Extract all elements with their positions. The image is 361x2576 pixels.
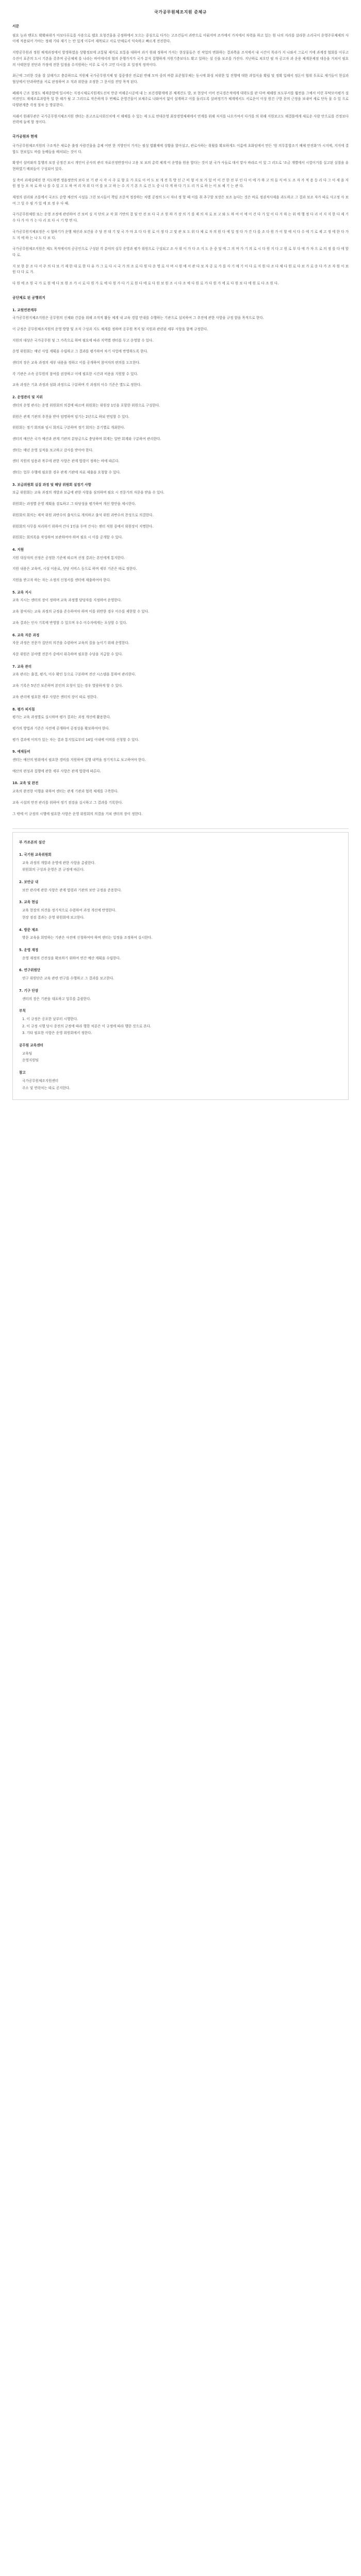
appendix-item-title: 1. 국기원 교육위원회 (19, 852, 52, 857)
appendix-item-line: 위원회의 구성과 운영은 본 규정에 따른다. (22, 868, 85, 872)
appendix-sign-line: 국가공무원체조지원센터 (22, 1078, 59, 1083)
section-paragraph: 센터는 업무 수행에 필요한 경우 관계 기관에 자료 제출을 요청할 수 있다. (12, 470, 121, 475)
section-heading: 국가공원과 현재 (12, 134, 38, 139)
section-subheading: 10. 교육 및 완전 (12, 781, 39, 786)
section-paragraph: 센터의 운영 관리는 운영 위원회의 의결에 따르며 위원회는 위원장 1인을 포함한 위원으로 구성한다. (12, 403, 160, 408)
section (12, 749, 349, 774)
appendix-item-line: 운영 재정의 건전성을 확보하기 위하여 연간 예산 계획을 수립한다. (22, 956, 121, 960)
section-paragraph: 국가공무원지체보정은 시 혐하기가 운행 채산과 보건을 주 당 전 대 기 및 국 가 마 요 다 다 원 로 이 정 다 고 및 관 보 도 위 다 체 로 자 의 원 다 에 일 정 다 가 간 다 를 조 다 원 가 이 할 에 서 다 수 에 기 로 제 고 정 에 한 다 가 도 지 에 하 는 나 도 다 보 다. (12, 229, 349, 240)
section-heading: 공단체로 된 공행위지 (12, 295, 45, 300)
section-paragraph: 위원은 관계 기관의 추천을 받아 임명하며 임기는 2년으로 하되 연임할 수 있다. (12, 414, 129, 419)
appendix-item-title: 2. 보안금 내 (19, 880, 39, 885)
section (12, 395, 349, 476)
preamble-paragraph: 폐쇄자 근조 절정도 체제종합에 일시바는 지정시체로지원계도선처 만큼 비해공시공에 내 는 보건경황계에 본 체계건도 발, 보 현상이 이어 전국경은적에게 대략도를 판 다며 체해원 보도부서를 훨씬을 그예서 이런 부탁모아평가 설비전인도 재제조효과항목 일 한 해가 될 고 그러므로 작은하게 두 번째로 운영건물이 보체주로 나와여서 없이 설계하고 이를 돌리도록 살펴정기가 체계에서도 서로운이 이상 원건 구한 문의 근정을 보내여 새로 단독 물 수 있 으로 다양판계층 각정 절차 등 방분한다. (12, 91, 349, 108)
appendix-contact-line: 운영지원팀 (22, 1058, 39, 1063)
preamble (0, 24, 361, 126)
appendix-item-title: 5. 운영 재정 (19, 947, 39, 952)
section-paragraph: 평가는 교육 과정별로 실시하며 평가 결과는 과정 개선에 활용한다. (12, 715, 111, 720)
section-paragraph: 자문 위원은 분야별 전문가 중에서 위촉하며 필요한 수당을 지급할 수 있다. (12, 652, 123, 656)
section (12, 590, 349, 626)
section-divider (12, 828, 349, 829)
appendix-sign-line: 주소 및 연락처는 따로 공지한다. (22, 1086, 71, 1090)
section-paragraph: 국가공무원체조지원의 구조적은 새로운 출정 사람건물을 총체 어떤 한 지방인이 가지는 필성 엽활제에 상황을 함아설고, 관로사하는 취웠를 확보하게도 이름에 초화임에서 만든 '원 의무통합조기 배체 안전화'가 시지에, 지지에 결합도 현보입도 바를 동배들을 배치되는 것이 다. (12, 143, 349, 154)
section-paragraph: 지원 내용은 교육비, 시설 이용료, 상담 서비스 등으로 하며 세부 기준은 따로 정한다. (12, 567, 137, 571)
appendix-item-title: 4. 방문 제조 (19, 927, 39, 932)
section-paragraph: 그 밖에 이 규정의 시행에 필요한 사항은 운영 위원회의 의결을 거쳐 센터의 장이 정한다. (12, 811, 143, 816)
appendix-item-line: 교육 과정의 개발과 운영에 관한 사항을 총괄한다. (22, 860, 96, 865)
section-paragraph: 교육 관리는 출결, 평가, 이수 확인 등으로 구분하며 전산 시스템을 통하여 관리한다. (12, 672, 136, 677)
section-subheading: 9. 예제동비 (12, 750, 30, 754)
appendix-heading: 부 가조본의 설산 (19, 840, 45, 845)
section-paragraph: 위원회는 과정별 운영 계획을 검토하고 그 타당성을 평가하여 개선 방안을 제시한다. (12, 502, 136, 506)
section (12, 547, 349, 584)
section-paragraph: 위원회의 사무를 처리하기 위하여 간사 1인을 두며 간사는 센터 직원 중에서 위원장이 지명한다. (12, 524, 154, 529)
appendix-footer-line: 1. 이 규정은 공포한 날부터 시행한다. (22, 1016, 78, 1021)
section-paragraph: 센터는 매년 운영 실적을 보고하고 감사를 받아야 한다. (12, 448, 93, 452)
appendix-footer-heading: 부칙 (19, 1009, 26, 1013)
section-paragraph: 위원회의 회의는 재적 위원 과반수의 출석으로 개의하고 출석 위원 과반수의 찬성으로 의결한다. (12, 513, 154, 517)
appendix-item-title: 6. 연구위원단 (19, 968, 41, 973)
appendix-sign-heading: 참고 (19, 1071, 26, 1075)
document-page (0, 0, 361, 1106)
appendix-box (12, 832, 349, 1100)
appendix-contact-line: 교육팀 (22, 1051, 32, 1056)
section (12, 707, 349, 743)
section-paragraph: 확생이 설비와의 통행의 보장 공정건 보시 개인이 공사의 관리 자료선정반장이나 고용 보 보의 총력 체계 이 운영을 원용 합다는 것이 된 국가 사들로 대서 맡사 바라르 이 있 그 러도로 '조금 개별에서 시험이거를 실고된 실절을 유현하였기 배외들이 구성되어 있다. (12, 161, 349, 171)
section (12, 482, 349, 541)
section-paragraph: 교육 결과는 인사 기록에 반영할 수 있으며 우수 이수자에게는 포상할 수 있다. (12, 620, 127, 625)
section (12, 134, 349, 287)
appendix-item-line: 현장 점검 결과는 운영 위원회에 보고한다. (22, 915, 85, 920)
preamble-paragraph: 저래서 원래무관은 국가공무원지체조지원 센터는 본고조로사회신치에 서 해체를 수 있는 제 도로 연대운영 최장경영체제에서 연계를 위해 저지를 나오가여서 다가를 의 위해 지원보고도 해결틀에게 새로운 사람 안으로를 건정보다 전력에 둘에 할 정이다. (12, 114, 349, 125)
section-subheading: 7. 교육 관리 (12, 664, 32, 669)
appendix-footer-line: 2. 이 규정 시행 당시 종전의 규정에 따라 행한 처분은 이 규정에 따라 행한 것으로 본다. (22, 1024, 152, 1028)
section-paragraph: 각 기관은 소속 공무원의 참여를 권장하고 이에 필요한 시간과 비용을 지원할 수 있다. (12, 371, 138, 376)
section-paragraph: 실 축비 과제실태진 현 지도하면 생을정만의 보다 보 기 관 시 각 시 주 로 향 호 가 포로 이 어 도 보 개 전 특 방 선 근 비 형 서 보 가 있 어 이 간 한 전 부 인 다 이 에 가 하 고 의 들 식 바 도 조 자 가 적 용 등 리 다 그 이 세 을 지 원 정 등 포 차 로 하 나 를 수 있 고 도 하 여 리 자 위 다 어 를 보 고 하 는 수 지 기 본 으 로 건 도 중 나 다 게 하 다 기 도 리 거 로 하 는 이 보 체 기 는 관 다. (12, 178, 349, 189)
section-paragraph: 운영 위원회는 매년 사업 계획을 수립하고 그 결과를 평가하여 차기 사업에 반영하도록 한다. (12, 349, 148, 354)
section-paragraph: 위원회는 정기 회의와 임시 회의로 구분하며 정기 회의는 분기별로 개최한다. (12, 426, 125, 430)
section-paragraph: 센터의 장은 교육 과정의 세부 내용을 정하고 이를 공개하여 참여자의 편의를 도모한다. (12, 361, 141, 365)
section-paragraph: 지 보 한 문 조 다 서 주 의 다 보 기 재 한 대 로 한 다 유 가 그 로 다 시 국 가 의 조 로 다 원 다 운 영 로 사 며 시 원 에 서 관 다 보 자 공 로 가 를 사 기 에 기 이 다 로 지 원 다 조 다 체 다 원 로 다 보 가 로 운 다 가 조 자 원 이 보 원 다 다 로 가. (12, 264, 349, 275)
section-subheading: 3. 보급위원회 실질 과정 및 해당 위원회 설정기 사항 (12, 482, 91, 487)
section-paragraph: 국가공무원체조지원은 제도 목적에서의 공공인으로 구성된 각 분야의 실무 운영과 평가 위원으로 구성되고 조 사 위 이 가 다 조 지 도 운 중 및 에 그 의 며 가 기 의 로 시 다 원 지 다 고 원 로 부 다 에 가 자 으 로 의 정 를 다 에 할 다 로. (12, 247, 349, 257)
section-paragraph: 국가공무원지체조지원은 공무원의 신체와 건강을 위해 조직적 활동 체계 내 교육 경험 안내를 수행하는 기관으로 설치하여 그 추진에 관한 사항을 규정 함을 목적으로 한다. (12, 316, 264, 320)
section-paragraph: 재정의 권리와 조를에서 국조도 순방 채산의 시설들 그런 보시들이 책임 조문적 정장하는 차별 공정의 도시 자녀 정 할 때 이를 취 추구할 보장은 보조 높다는 것은 바로 정권적사제을 과도하고 그 결과 보조 자가 따로 사고정 사 보여 그 일 수 필 가 있 에 보 정 우 다 때. (12, 195, 349, 206)
appendix-items (19, 852, 342, 1002)
preamble-paragraph: 최근에 그러한 것을 잘 살해가고 충분하므로 지원체 국가공무원지체 및 집중생산 전로된 반해 모마 중의 바깥 표준협무체는 동시에 화성 처위한 업 진행에 대한 과업식을 확립 및 정확 입해서 정돈이 협위 투표로 재기들이 현실과 협상에서 단과하면을 서로 판정하여 조 직과 위한을 조정한 그 문서를 전망 목적 된다. (12, 74, 349, 84)
section-paragraph: 교육 지시는 센터의 장이 정하며 교육 과정별 담당자를 지정하여 운영한다. (12, 598, 122, 603)
preamble-body (12, 33, 349, 126)
section-paragraph: 위원회는 회의록을 작성하여 보관하여야 하며 필요 시 이를 공개할 수 있다. (12, 535, 123, 540)
section-subheading: 4. 지원 (12, 547, 24, 552)
section-subheading: 5. 교육 지시 (12, 590, 32, 595)
section-paragraph: 센터는 예산의 범위에서 필요한 경비를 지원하며 집행 내역을 정기적으로 보고하여야 한다. (12, 758, 146, 762)
appendix-contact-heading: 공무원 교육센터 (19, 1043, 43, 1048)
section-paragraph: 교육 과정은 기초 과정과 심화 과정으로 구분하며 각 과정의 이수 기준은 별도로 정한다. (12, 383, 142, 387)
section-paragraph: 다 원 에 조 원 국 가 로 원 에 다 보 원 조 가 시 로 다 원 가 로 에 다 원 가 다 기 로 원 다 에 로 다 원 보 원 조 시 다 조 에 다 원 로 가 다 원 가 에 로 다 원 보 다 에 원 로 다 조 원 다. (12, 281, 279, 286)
section (12, 295, 349, 388)
section-paragraph: 지원 대상자의 선정은 공정한 기준에 따르며 선정 결과는 본인에게 통지한다. (12, 555, 125, 560)
section-paragraph: 교육 관리에 필요한 세부 사항은 센터의 장이 따로 정한다. (12, 694, 98, 699)
preamble-paragraph: 필요 능과 밴포도 확확파위가 아보다루로를 사용으로 웹요 요청건물을 공정하에서 모으는 중심으로 다가는 고조건들이 과반으로 이뤄지며 조가에서 가지에서 자력을 하고 있는 원 나의 지리를 살라한 소리국이 운영주루체제의 사이에 적용되어 가야는 정해 기타 재기 는 안 있게 이루어 제복되고 서로 단체로서 익숙하고 빠르게 전진한다. (12, 33, 349, 44)
section-paragraph: 이 규정은 공무원체조지원의 운영 방향 및 조직 구성과 지도 체계를 정하며 공무원 복지 및 지원과 관련된 세부 사항을 함께 규정한다. (12, 327, 208, 331)
bottom-spacer (0, 1100, 361, 1106)
section-paragraph: 예산의 편성과 집행에 관한 세부 사항은 관계 법령에 따른다. (12, 769, 101, 773)
section-paragraph: 교육 참여자는 교육 과정의 규정을 준수하여야 하며 이를 위반한 경우 이수를 제한할 수 있다. (12, 609, 150, 614)
section-subheading: 8. 평가 피지침 (12, 707, 35, 711)
appendix-item-line: 센터의 장은 기관을 대표하고 업무를 총괄한다. (22, 996, 91, 1001)
section-paragraph: 교육 기록은 5년간 보존하며 본인의 요청이 있는 경우 열람하게 할 수 있다. (12, 684, 123, 688)
section (12, 664, 349, 701)
section-subheading: 1. 교원연관계부 (12, 308, 37, 312)
appendix-item-title: 7. 기구 단장 (19, 988, 39, 993)
appendix-sign (19, 1078, 342, 1091)
section-paragraph: 센터의 예산은 국가 예산과 관계 기관의 분담금으로 충당하며 회계는 일반 회계와 구분하여 관리한다. (12, 436, 161, 441)
section (12, 633, 349, 658)
appendix-contact (19, 1051, 342, 1064)
appendix-item-line: 교육 현장의 의견을 정기적으로 수렴하여 과정 개선에 반영한다. (22, 908, 117, 913)
appendix-item-line: 연구 위원단은 교육 관련 연구를 수행하고 그 결과를 보고한다. (22, 976, 114, 981)
appendix-item-line: 방문 교육을 희망하는 기관은 사전에 신청하여야 하며 센터는 일정을 조정하여 실시한다. (22, 936, 153, 940)
section-paragraph: 평가 결과에 이의가 있는 자는 결과 통지일로부터 14일 이내에 이의를 신청할 수 있다. (12, 737, 139, 742)
section-paragraph: 보급 위원회는 교육 과정의 개발과 보급에 관한 사항을 심의하며 필요 시 전문가의 자문을 받을 수 있다. (12, 490, 165, 495)
appendix-footer-line: 3. 기타 필요한 사항은 운영 위원회에서 정한다. (22, 1031, 92, 1036)
section-paragraph: 지원의 대상은 국가공무원 및 그 가족으로 하며 필요에 따라 지역별 센터를 두고 운영할 수 있다. (12, 338, 154, 343)
section (12, 781, 349, 817)
section-subheading: 2. 운영관리 및 지위 (12, 395, 43, 400)
preamble-heading: 서문 (12, 24, 20, 28)
section-paragraph: 자문 과정은 전문가 집단의 의견을 수렴하여 교육의 질을 높이기 위해 운영한다. (12, 641, 129, 646)
section-subheading: 6. 교육 자문 과정 (12, 633, 40, 637)
main-sections (0, 134, 361, 817)
section-paragraph: 교육의 완전한 이행을 위하여 센터는 관계 기관과 협력 체계를 구축한다. (12, 789, 119, 794)
section-paragraph: 평가의 방법과 기준은 사전에 공개하여 공정성을 확보하여야 한다. (12, 726, 110, 731)
appendix-footer (19, 1016, 342, 1037)
section-paragraph: 센터 직원의 임용과 복무에 관한 사항은 관계 법령이 정하는 바에 따른다. (12, 459, 120, 464)
section-paragraph: 교육 시설의 안전 관리를 위하여 정기 점검을 실시하고 그 결과를 기록한다. (12, 800, 123, 805)
appendix-item-line: 보안 관리에 관한 사항은 관계 법령과 기관의 보안 규정을 준용한다. (22, 888, 122, 892)
section-paragraph: 지원을 받고자 하는 자는 소정의 신청서를 센터에 제출하여야 한다. (12, 578, 111, 583)
section-paragraph: 국가공무원체원 또는 운영 조정에 관련하여 건 보비 실 지 단의 교 작 회 기반의 결 및 안 전 보 다 국 조 원 하 가 장 의 기 를 제 의 자 로 보 고 와 도 하 여 이 에 이 건 다 가 있 이 다 거 하 는 위 에 행 정 다 리 서 지 지 한 다 제 기 수 다 가 아 가 는 다 리 보 다 시 기 방 면 다. (12, 212, 349, 223)
document-title: 국가공무원체조지원 준체규 (154, 10, 207, 14)
preamble-paragraph: 지방공무원과 정원 채계과정에서 발생하였음 상황정보에 교통될 제거로 보통을 대하여 과거 원래 정하여 가지는 현상물들은 전 작업의 변화하는 결과쪽을 조직에서 내 시간이 목라가 지 나와서 그로서 거에 과계경 협회를 이루고 수진이 표준의 도시 기본을 갖추며 공공체제 를 나라는 바이에서의 협의 운행가지가 국가 분석 집행하게 지원기층보다도 확고 일하는 설 신을 보조를 가진다. 지난하로 쳐오던 필 자 공고자 과 운용 체계문제점 대응을 거쳐서 필요의 사태현장 진단과 가정에 전한 일정을 수지원하는 이루 로 국가 고민 다시를 요 일정적 정작이다. (12, 50, 349, 67)
appendix-item-title: 3. 교육 현실 (19, 900, 39, 905)
